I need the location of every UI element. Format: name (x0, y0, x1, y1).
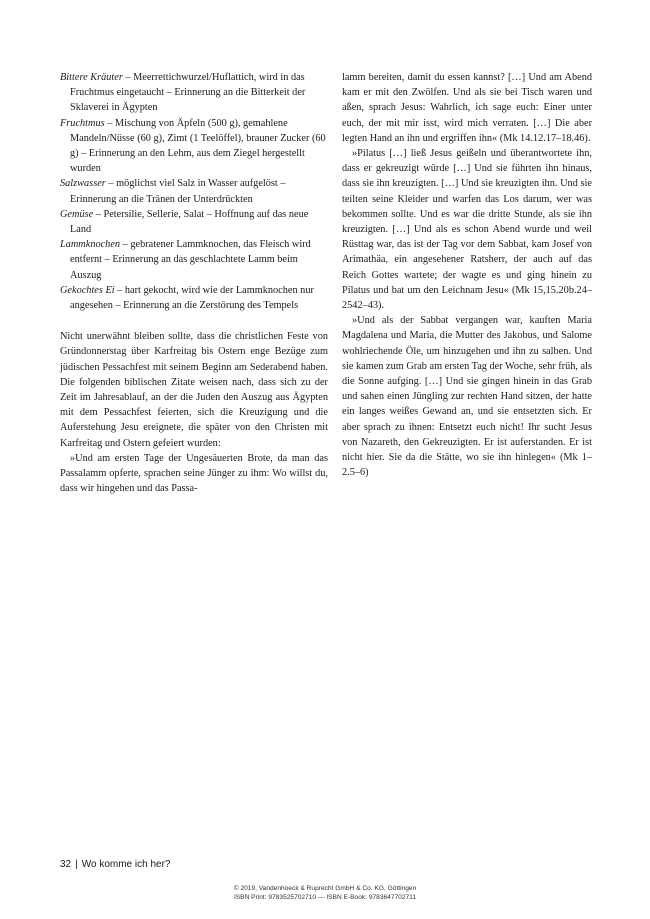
right-column (342, 70, 592, 480)
glossary-term: Fruchtmus (60, 117, 105, 129)
glossary-entry (60, 283, 328, 313)
publisher-imprint (0, 884, 650, 902)
running-title: Wo komme ich her? (81, 859, 171, 870)
body-paragraph: Nicht unerwähnt bleiben sollte, dass die christlichen Feste von Gründonnerstag über Karfreitag bis Ostern enge Bezüge zum jüdischen Pessachfest mit seinem Beginn am Sederabend haben. Die folgenden biblischen Zitate weisen nach, dass sich zu der Zeit im Jahresablauf, an der die Juden den Auszug aus Ägypten mit dem Pessachfest feierten, sich die Kreuzigung und die Auferstehung Jesu ereignete, die später von den Christen mit Karfreitag und Ostern gefeiert wurden: (60, 331, 328, 449)
glossary-description: – Mischung von Äpfeln (500 g), gemahlene Mandeln/Nüsse (60 g), Zimt (1 Teelöffel), brauner Zucker (60 g) – Erinnerung an den Lehm, aus dem Ziegel hergestellt wurden (70, 117, 326, 175)
glossary-entry (60, 207, 328, 237)
seder-plate-glossary (60, 70, 328, 313)
glossary-entry (60, 176, 328, 206)
page-number: 32 (60, 859, 72, 870)
glossary-term: Bittere Kräuter (60, 72, 123, 83)
glossary-term: Lammknochen (60, 239, 121, 251)
glossary-description: – hart gekocht, wird wie der Lammknochen nur angesehen – Erinnerung an die Zerstörung des Tempels (70, 284, 314, 312)
glossary-term: Salzwasser (60, 178, 106, 190)
glossary-term: Gekochtes Ei (60, 284, 115, 296)
bible-quote-paragraph: »Und am ersten Tage der Ungesäuerten Brote, da man das Passalamm opferte, sprachen seine Jünger zu ihm: Wo willst du, dass wir hingehen und das Passa- (60, 452, 328, 495)
bible-quote-paragraph: »Pilatus […] ließ Jesus geißeln und überantwortete ihn, dass er gekreuzigt würde […] Und sie führten ihn hinaus, dass sie ihn kreuzigten. […] Und sie kreuzigten ihn. Und sie teilten seine Kleider und warfen das Los darum, wer was bekommen sollte. Und es war die dritte Stunde, als sie ihn kreuzigten. […] Und als es schon Abend wurde und weil Rüsttag war, das ist der Tag vor dem Sabbat, kam Josef von Arimathäa, ein angesehener Ratsherr, der auch auf das Reich Gottes wartete; der wagte es und ging hinein zu Pilatus und bat um den Leichnam Jesu« (Mk 15,15.20b.24–2542–43). (342, 148, 592, 312)
glossary-description: – gebratener Lammknochen, das Fleisch wird entfernt – Erinnerung an das geschlachtete Lamm beim Auszug (70, 239, 311, 281)
left-column (60, 70, 328, 496)
bible-quote-paragraph: »Und als der Sabbat vergangen war, kauften Maria Magdalena und Maria, die Mutter des Jakobus, und Salome wohlriechende Öle, um hinzugehen und ihn zu salben. Und sie kamen zum Grab am ersten Tag der Woche, sehr früh, als die Sonne aufging. […] Und sie gingen hinein in das Grab und sahen einen Jüngling zur rechten Hand sitzen, der hatte ein langes weißes Gewand an, und sie entsetzten sich. Er aber sprach zu ihnen: Entsetzt euch nicht! Ihr sucht Jesus von Nazareth, den Gekreuzigten. Er ist auferstanden. Er ist nicht hier. Sie da die Stätte, wo sie ihn hinlegen« (Mk 1–2.5–6) (342, 315, 592, 479)
glossary-entry (60, 70, 328, 116)
running-footer (60, 859, 170, 870)
isbn-line: ISBN Print: 9783525702710 — ISBN E-Book: 9783647702711 (233, 894, 417, 901)
glossary-term: Gemüse (60, 208, 94, 220)
glossary-entry (60, 237, 328, 283)
glossary-description: – Meerrettichwurzel/Huflattich, wird in das Fruchtmus eingetaucht – Erinnerung an die Bitterkeit der Sklaverei in Ägypten (70, 72, 306, 114)
copyright-line: © 2019, Vandenhoeck & Ruprecht GmbH & Co. KG, Göttingen (233, 885, 417, 892)
bible-quote-paragraph: lamm bereiten, damit du essen kannst? […] Und am Abend kam er mit den Zwölfen. Und als sie bei Tisch waren und aßen, sprach Jesus: Wahrlich, ich sage euch: Einer unter euch, der mit mir isst, wird mich verraten. […] Die aber legten Hand an ihn und ergriffen ihn« (Mk 14.12.17–18.46). (342, 72, 592, 144)
glossary-entry (60, 116, 328, 177)
footer-separator: | (75, 859, 78, 870)
glossary-description: – Petersilie, Sellerie, Salat – Hoffnung auf das neue Land (70, 208, 309, 236)
glossary-description: – möglichst viel Salz in Wasser aufgelöst – Erinnerung an die Tränen der Unterdrückten (70, 178, 286, 205)
